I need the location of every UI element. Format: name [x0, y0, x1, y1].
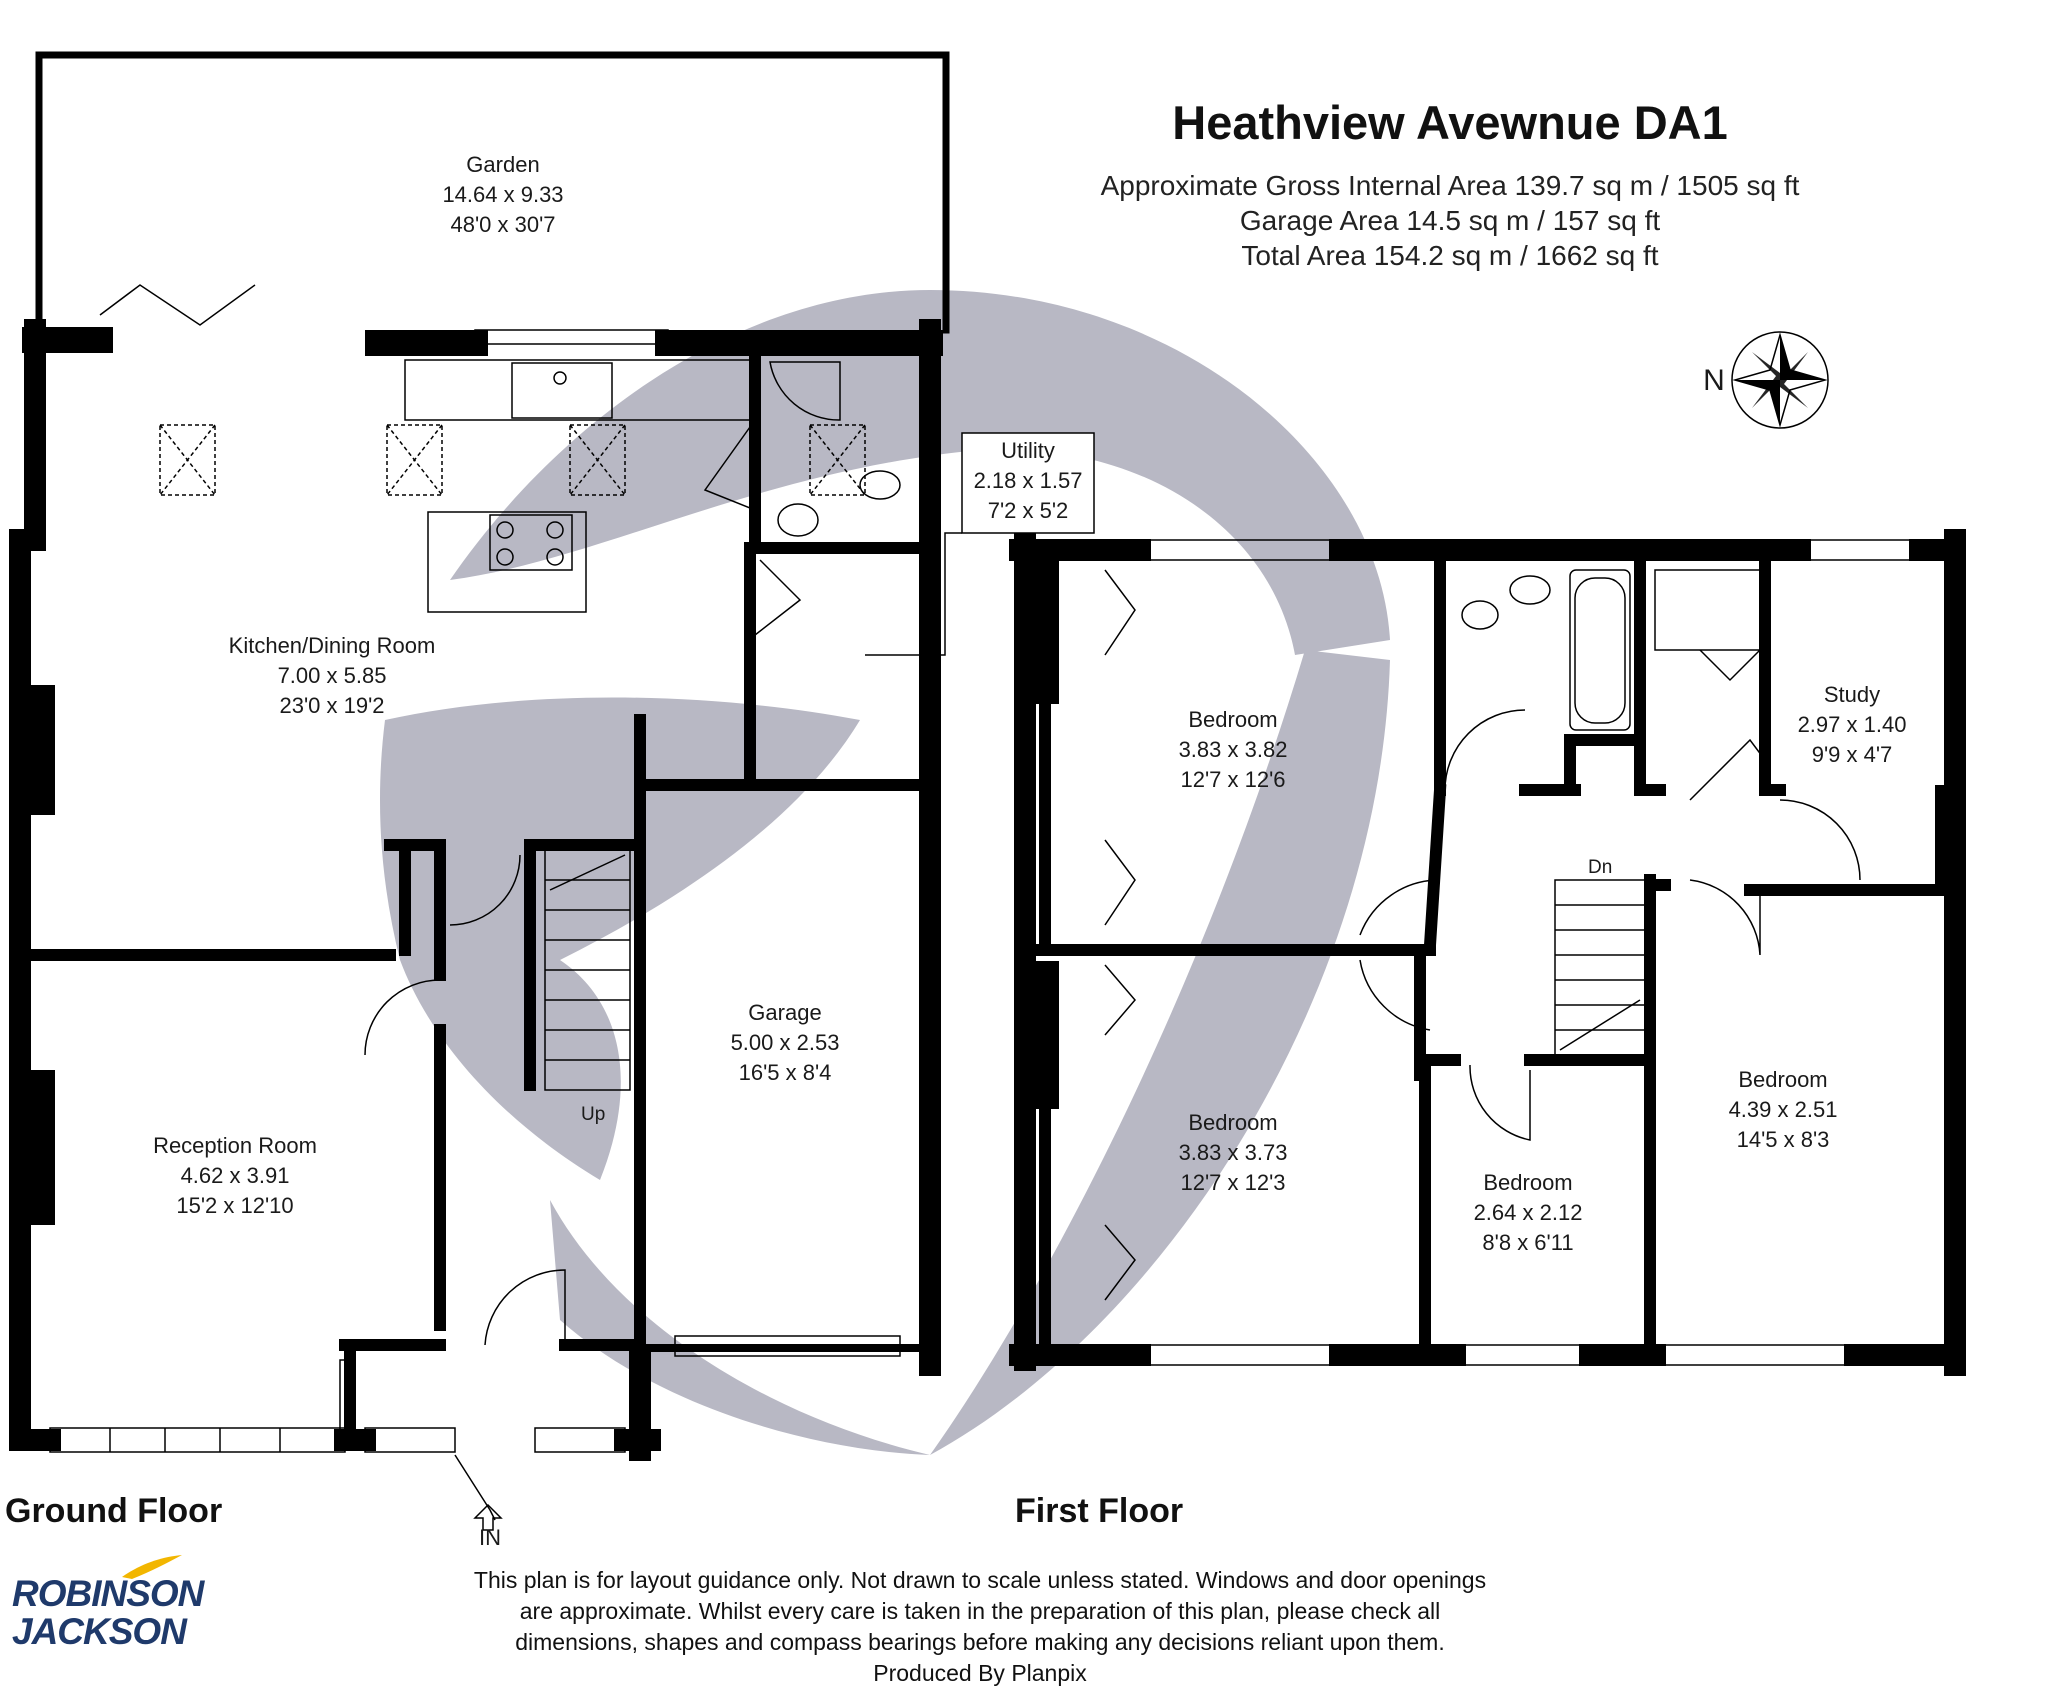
gross-internal-area: Approximate Gross Internal Area 139.7 sq m / 1505 sq ft: [1100, 170, 1800, 201]
room-garden-imperial: 48'0 x 30'7: [450, 212, 556, 237]
room-garden-name: Garden: [466, 152, 540, 177]
room-bedroom-1-imperial: 12'7 x 12'6: [1180, 767, 1286, 792]
logo-line-2: JACKSON: [12, 1611, 186, 1652]
room-reception-imperial: 15'2 x 12'10: [176, 1193, 294, 1218]
ground-floor-label: Ground Floor: [5, 1492, 223, 1530]
entrance-label: IN: [479, 1525, 501, 1550]
disclaimer-line-1: This plan is for layout guidance only. Not drawn to scale unless stated. Windows and door openings: [473, 1567, 1487, 1593]
room-bedroom-2-imperial: 12'7 x 12'3: [1180, 1170, 1286, 1195]
room-utility-name: Utility: [1001, 438, 1055, 463]
room-bedroom-4-metric: 4.39 x 2.51: [1728, 1097, 1838, 1122]
garage-area: Garage Area 14.5 sq m / 157 sq ft: [1239, 205, 1661, 236]
page-title: Heathview Avewnue DA1: [1172, 96, 1728, 149]
room-bedroom-1: [1179, 707, 1288, 792]
room-bedroom-2: [1179, 1110, 1288, 1195]
room-kitchen-metric: 7.00 x 5.85: [277, 663, 387, 688]
room-bedroom-4-imperial: 14'5 x 8'3: [1736, 1127, 1830, 1152]
room-kitchen-imperial: 23'0 x 19'2: [279, 693, 385, 718]
logo-line-1: ROBINSON: [12, 1573, 204, 1614]
room-study: [1798, 682, 1907, 767]
room-bedroom-4: [1729, 1067, 1838, 1152]
total-area: Total Area 154.2 sq m / 1662 sq ft: [1241, 240, 1659, 271]
room-reception-name: Reception Room: [153, 1133, 317, 1158]
room-study-metric: 2.97 x 1.40: [1797, 712, 1907, 737]
room-bedroom-1-metric: 3.83 x 3.82: [1178, 737, 1288, 762]
area-summary: [1000, 168, 1900, 273]
room-bedroom-3-metric: 2.64 x 2.12: [1473, 1200, 1583, 1225]
room-study-name: Study: [1823, 682, 1881, 707]
compass-icon: [1732, 332, 1828, 428]
room-bedroom-3-name: Bedroom: [1483, 1170, 1573, 1195]
room-garden-metric: 14.64 x 9.33: [442, 182, 564, 207]
stairs-up-label: Up: [581, 1104, 606, 1125]
disclaimer: [380, 1565, 1580, 1689]
room-kitchen: [229, 633, 436, 718]
room-bedroom-2-metric: 3.83 x 3.73: [1178, 1140, 1288, 1165]
company-logo: [12, 1555, 202, 1651]
room-bedroom-1-name: Bedroom: [1188, 707, 1278, 732]
compass-north-label: N: [1703, 364, 1725, 397]
room-bedroom-2-name: Bedroom: [1188, 1110, 1278, 1135]
room-garden: [442, 152, 563, 237]
room-bedroom-3: [1474, 1170, 1583, 1255]
room-utility-metric: 2.18 x 1.57: [973, 468, 1083, 493]
logo-swoosh-icon: [122, 1555, 182, 1579]
producer-credit: Produced By Planpix: [873, 1660, 1087, 1686]
stairs-down-label: Dn: [1588, 857, 1613, 878]
room-study-imperial: 9'9 x 4'7: [1811, 742, 1893, 767]
room-garage: [731, 1000, 840, 1085]
room-kitchen-name: Kitchen/Dining Room: [228, 633, 436, 658]
disclaimer-line-3: dimensions, shapes and compass bearings before making any decisions reliant upon them.: [515, 1629, 1445, 1655]
room-garage-imperial: 16'5 x 8'4: [738, 1060, 832, 1085]
disclaimer-line-2: are approximate. Whilst every care is taken in the preparation of this plan, please check all: [519, 1598, 1441, 1624]
room-utility-imperial: 7'2 x 5'2: [987, 498, 1069, 523]
room-bedroom-3-imperial: 8'8 x 6'11: [1482, 1230, 1574, 1255]
room-garage-name: Garage: [748, 1000, 822, 1025]
room-reception-metric: 4.62 x 3.91: [180, 1163, 290, 1188]
room-reception: [153, 1133, 317, 1218]
first-floor-label: First Floor: [1015, 1492, 1184, 1530]
room-garage-metric: 5.00 x 2.53: [730, 1030, 840, 1055]
room-bedroom-4-name: Bedroom: [1738, 1067, 1828, 1092]
